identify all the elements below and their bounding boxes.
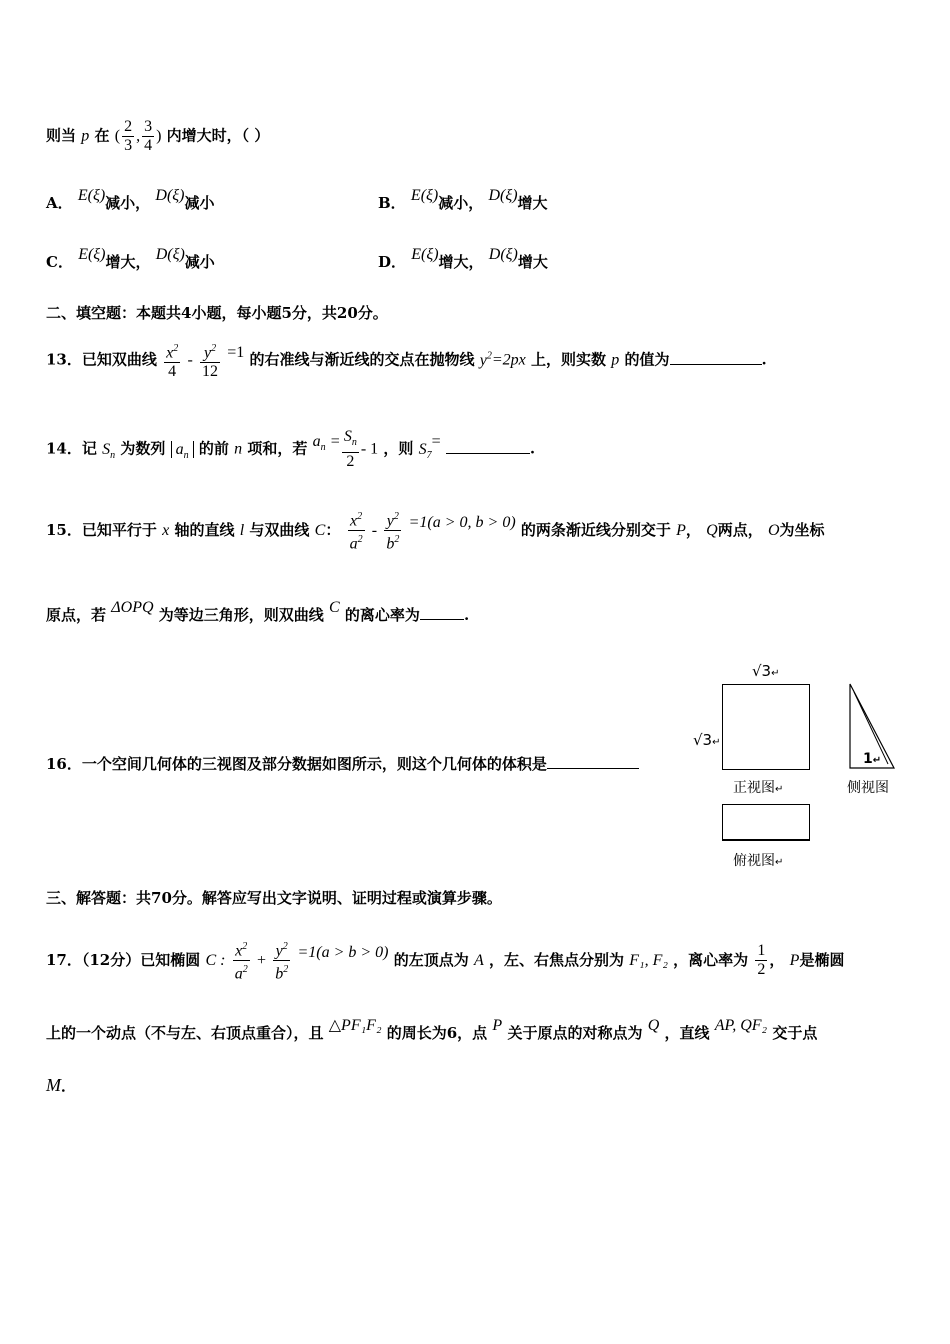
fig-mark: ↵ xyxy=(872,755,882,766)
q15-text5: 两点， xyxy=(717,520,763,539)
q15-x: x xyxy=(162,521,170,539)
frac-num: $y^2$ xyxy=(384,508,401,531)
q13-num: 13．已知双曲线 xyxy=(46,350,157,369)
intro-suffix: 内增大时，（ ） xyxy=(166,126,270,145)
frac-num: 2 xyxy=(124,118,133,135)
question-15 xyxy=(46,508,825,554)
q15-c: C xyxy=(314,521,326,539)
q13-text2: 上，则实数 xyxy=(531,350,607,369)
option-e-word: 增大， xyxy=(105,253,151,271)
option-d-word: 增大 xyxy=(517,194,548,212)
q15b-text2: 为等边三角形，则双曲线 xyxy=(158,606,324,624)
section-3-heading: 三、解答题：共70分。解答应写出文字说明、证明过程或演算步骤。 xyxy=(46,889,502,907)
q17c-m: M xyxy=(46,1075,61,1095)
q14-eq: = xyxy=(330,432,340,450)
q16-text: 16．一个空间几何体的三视图及部分数据如图所示，则这个几何体的体积是 xyxy=(46,755,547,773)
interval-comma: , xyxy=(136,127,141,145)
q17-frac-e xyxy=(755,942,767,979)
option-d: D(ξ) xyxy=(155,187,185,204)
question-17 xyxy=(46,938,844,984)
frac-num: $y^2$ xyxy=(200,340,220,363)
q15-text1: 轴的直线 xyxy=(174,520,235,539)
option-d-word: 增大 xyxy=(517,253,548,271)
q15-minus: - xyxy=(371,521,378,539)
frac-den: 2 xyxy=(757,961,766,979)
q14-s7: S xyxy=(418,440,427,458)
frac-den-var: b xyxy=(275,965,284,983)
frac-num: $x^2$ xyxy=(233,938,250,961)
q13-text1: 的右准线与渐近线的交点在抛物线 xyxy=(249,350,475,369)
front-view-caption xyxy=(733,777,783,797)
q15b-c: C xyxy=(329,599,340,616)
option-letter: D． xyxy=(378,253,407,271)
interval-open: ( xyxy=(114,127,121,145)
option-e-word: 减小， xyxy=(438,194,484,212)
option-e: E(ξ) xyxy=(78,246,106,263)
q17c-end: ． xyxy=(61,1077,77,1095)
frac-den: 2 xyxy=(346,453,355,471)
q15-p: P xyxy=(676,521,686,539)
q13-end: . xyxy=(761,350,767,369)
q15b-end: . xyxy=(463,606,470,624)
side-view-caption xyxy=(847,777,889,797)
option-letter: A． xyxy=(46,194,73,212)
q15b-tri: ΔOPQ xyxy=(111,599,154,616)
option-a[interactable] xyxy=(46,187,215,212)
q14-seq-sub: n xyxy=(183,449,189,461)
q15-text6: 为坐标 xyxy=(779,520,825,539)
q17b-text2: 的周长为6，点 xyxy=(386,1024,488,1042)
fig-mark: ↵ xyxy=(712,737,721,748)
frac-den-var: a xyxy=(349,535,358,553)
q14-end: . xyxy=(529,439,536,458)
q14-s: S xyxy=(102,440,111,458)
q14-an: a xyxy=(312,432,321,450)
option-d[interactable] xyxy=(378,246,548,271)
q14-text3: 项和，若 xyxy=(247,439,308,458)
front-view-rect xyxy=(722,684,810,770)
intro-var: p xyxy=(81,127,90,145)
frac-num-var: x xyxy=(235,942,243,960)
q17-text2: ，左、右焦点分别为 xyxy=(489,950,625,969)
q15-answer-blank[interactable] xyxy=(420,619,464,620)
interval-frac-1 xyxy=(122,118,134,155)
q17-c: C : xyxy=(205,951,226,969)
q15-cond: =1(a > 0, b > 0) xyxy=(408,513,516,531)
q14-s7-sub: 7 xyxy=(426,449,432,461)
intro-line xyxy=(46,118,269,155)
q17b-lines: AP, QF₂ xyxy=(714,1017,768,1034)
frac-den: 4 xyxy=(144,137,153,154)
q14-text2: 的前 xyxy=(198,439,229,458)
frac-den-var: a xyxy=(234,965,243,983)
q17-plus: + xyxy=(256,951,266,969)
fig-mark: ↵ xyxy=(775,857,784,868)
q14-answer-blank[interactable] xyxy=(446,453,530,454)
q15-num: 15．已知平行于 xyxy=(46,520,157,539)
q13-frac-x xyxy=(164,340,180,381)
fig-mark: ↵ xyxy=(775,784,784,795)
q13-text3: 的值为 xyxy=(624,350,670,369)
option-e: E(ξ) xyxy=(410,187,439,204)
intro-prefix: 则当 xyxy=(46,126,77,145)
fig-side-text: 侧视图 xyxy=(847,780,889,796)
fig-front-text: 正视图 xyxy=(733,780,775,796)
q13-minus: - xyxy=(187,351,193,369)
frac-den: 4 xyxy=(168,363,177,381)
q17b-text5: 交于点 xyxy=(772,1024,818,1042)
front-left-label xyxy=(693,731,721,749)
frac-num: 3 xyxy=(144,118,153,135)
interval-close: ) xyxy=(156,127,162,145)
q14-num: 14．记 xyxy=(46,439,97,458)
frac-num-var: y xyxy=(386,512,394,530)
frac-den: 12 xyxy=(202,363,219,381)
question-17-end xyxy=(46,1076,76,1094)
q15-text3: 的两条渐近线分别交于 xyxy=(520,520,671,539)
q15-frac-y xyxy=(384,508,401,554)
q17-frac-x xyxy=(233,938,250,984)
frac-den: $a^2$ xyxy=(234,964,248,983)
q15-colon: ： xyxy=(325,520,341,539)
question-15-cont xyxy=(46,599,470,624)
question-17-cont xyxy=(46,1017,818,1042)
q13-frac-y xyxy=(200,340,220,381)
q14-minus1: - 1 xyxy=(360,440,379,458)
q15-text4: ， xyxy=(685,520,701,539)
q15-frac-x xyxy=(348,508,365,554)
side-one-label xyxy=(863,751,881,767)
q17-text3: ，离心率为 xyxy=(673,950,749,969)
frac-den-var: b xyxy=(386,535,395,553)
q17b-q: Q xyxy=(647,1017,660,1034)
q15-text2: 与双曲线 xyxy=(249,520,310,539)
q17-text4: ， xyxy=(769,950,785,969)
q14-s-sub: n xyxy=(110,449,116,461)
q13-answer-blank[interactable] xyxy=(670,364,762,365)
question-14 xyxy=(46,428,535,471)
q15b-text3: 的离心率为 xyxy=(344,606,420,624)
intro-mid: 在 xyxy=(94,126,110,145)
option-e: E(ξ) xyxy=(77,187,106,204)
q15b-text1: 原点，若 xyxy=(46,606,107,624)
section-2-heading: 二、填空题：本题共4小题，每小题5分，共20分。 xyxy=(46,304,388,322)
q17b-text4: ，直线 xyxy=(664,1024,710,1042)
frac-num: $y^2$ xyxy=(273,938,290,961)
option-c[interactable] xyxy=(46,246,215,271)
q13-parab: y xyxy=(479,351,487,369)
q13-parab-rhs: =2px xyxy=(491,351,526,369)
q17b-text3: 关于原点的对称点为 xyxy=(507,1024,643,1042)
option-b[interactable] xyxy=(378,187,548,212)
fig-one-text: 1 xyxy=(863,751,873,767)
option-e-word: 增大， xyxy=(438,253,484,271)
q17-text5: 是椭圆 xyxy=(799,950,845,969)
option-d: D(ξ) xyxy=(488,246,518,263)
option-d: D(ξ) xyxy=(488,187,518,204)
frac-num: $x^2$ xyxy=(164,340,180,363)
q15-l: l xyxy=(239,521,245,539)
frac-num-var: y xyxy=(275,942,283,960)
frac-num: $x^2$ xyxy=(348,508,365,531)
fig-left-label-text: √3 xyxy=(693,731,713,749)
option-d: D(ξ) xyxy=(155,246,185,263)
q17b-tri: △PF₁F₂ xyxy=(328,1017,382,1034)
option-e: E(ξ) xyxy=(411,246,439,263)
q17-p: P xyxy=(789,951,800,969)
fig-topview-text: 俯视图 xyxy=(733,853,775,869)
q17b-p: P xyxy=(492,1017,503,1034)
front-top-label xyxy=(752,662,780,680)
frac-num-var: x xyxy=(166,344,174,362)
interval-frac-2 xyxy=(142,118,154,155)
option-letter: B． xyxy=(378,194,406,212)
fig-top-label-text: √3 xyxy=(752,662,772,680)
option-letter: C． xyxy=(46,253,73,271)
q14-seq-var: a xyxy=(175,440,184,458)
q17-frac-y xyxy=(273,938,290,984)
option-d-word: 减小 xyxy=(184,194,215,212)
option-d-word: 减小 xyxy=(184,253,215,271)
frac-den: $a^2$ xyxy=(349,534,363,553)
q14-an-sub: n xyxy=(320,441,326,453)
q15-o: O xyxy=(767,521,780,539)
frac-num xyxy=(342,428,359,453)
q17-num: 17．（12分）已知椭圆 xyxy=(46,950,201,969)
q13-var: p xyxy=(611,351,620,369)
frac-den: $b^2$ xyxy=(275,964,289,983)
q17-foci: F₁, F₂ xyxy=(629,951,668,969)
q14-n: n xyxy=(234,440,243,458)
q17b-text1: 上的一个动点（不与左、右顶点重合），且 xyxy=(46,1024,324,1042)
q14-s7-eq: = xyxy=(431,432,441,450)
question-13: 13．已知双曲线 $\frac{x^2}{4}$ - $\frac{y^2}{12}$ =1 的右准线与渐近线的交点在抛物线 $y^2=2px$ 上，则实数 p 的值为 . xyxy=(46,340,767,381)
q15-q: Q xyxy=(706,521,718,539)
frac-num: 1 xyxy=(757,942,766,960)
q17-a: A xyxy=(473,951,484,969)
q14-text4: ，则 xyxy=(383,439,414,458)
top-view-caption xyxy=(733,850,783,870)
frac-num-sub: n xyxy=(351,437,357,449)
q17-cond: =1(a > b > 0) xyxy=(297,943,389,961)
frac-den: $b^2$ xyxy=(386,534,400,553)
question-16 xyxy=(46,757,639,772)
q13-eq: =1 xyxy=(227,343,245,361)
frac-num-var: x xyxy=(350,512,358,530)
frac-den: 3 xyxy=(124,137,133,154)
option-e-word: 减小， xyxy=(105,194,151,212)
q14-text1: 为数列 xyxy=(120,439,166,458)
frac-num-var: y xyxy=(203,344,212,362)
top-view-rect xyxy=(722,804,810,841)
q17-text1: 的左顶点为 xyxy=(393,950,469,969)
frac-num-var: S xyxy=(343,428,352,445)
fig-mark: ↵ xyxy=(771,668,780,679)
q14-frac xyxy=(342,428,359,471)
q14-seq xyxy=(171,440,194,461)
q16-answer-blank[interactable] xyxy=(547,768,639,769)
